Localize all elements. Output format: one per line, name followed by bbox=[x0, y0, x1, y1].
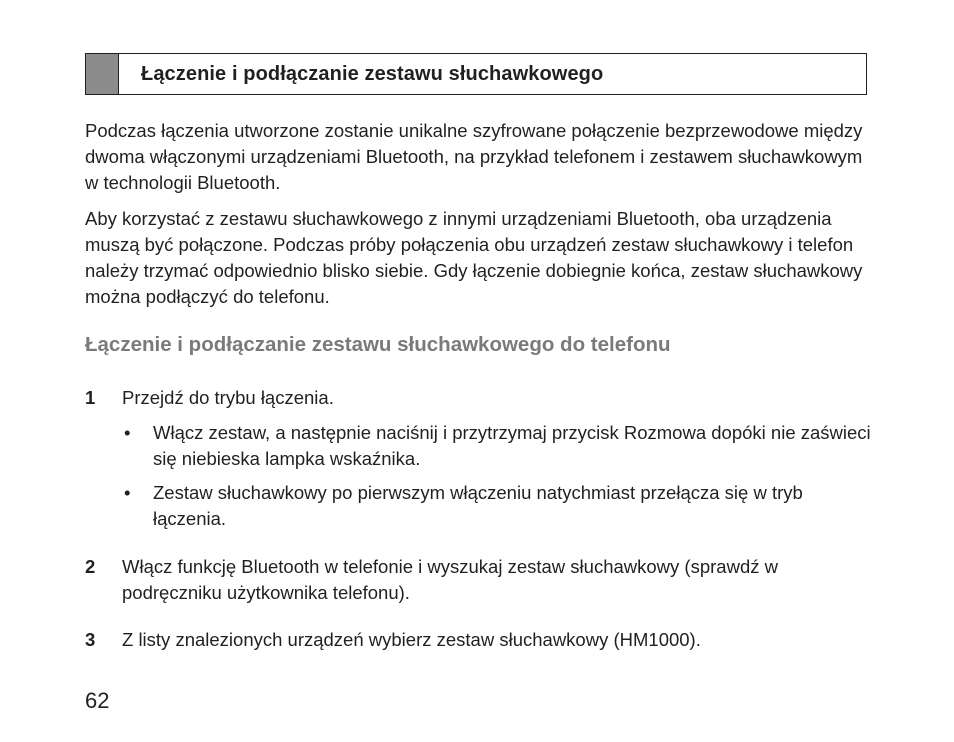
page-title: Łączenie i podłączanie zestawu słuchawkowego bbox=[141, 62, 604, 85]
step-number: 2 bbox=[85, 556, 96, 577]
intro-paragraph-2: Aby korzystać z zestawu słuchawkowego z innymi urządzeniami Bluetooth, oba urządzenia muszą być połączone. Podczas próby połączenia obu urządzeń zestaw słuchawkowy i telefon należy trzymać odpowiednio blisko siebie. Gdy łączenie dobiegnie końca, zestaw słuchawkowy można podłączyć do telefonu. bbox=[85, 208, 863, 307]
step-number: 3 bbox=[85, 629, 96, 650]
bullet-text: Włącz zestaw, a następnie naciśnij i przytrzymaj przycisk Rozmowa dopóki nie zaświeci się niebieska lampka wskaźnika. bbox=[153, 422, 871, 469]
step-text: Włącz funkcję Bluetooth w telefonie i wyszukaj zestaw słuchawkowy (sprawdź w podręczniku użytkownika telefonu). bbox=[122, 556, 778, 603]
step-number: 1 bbox=[85, 387, 96, 408]
section-header bbox=[85, 53, 867, 95]
step-text: Przejdź do trybu łączenia. bbox=[122, 387, 334, 408]
header-accent-bar bbox=[86, 54, 119, 94]
step-text: Z listy znalezionych urządzeń wybierz zestaw słuchawkowy (HM1000). bbox=[122, 629, 701, 650]
section-heading: Łączenie i podłączanie zestawu słuchawkowego do telefonu bbox=[85, 333, 671, 356]
bullet-marker: • bbox=[124, 482, 131, 503]
bullet-text: Zestaw słuchawkowy po pierwszym włączeniu natychmiast przełącza się w tryb łączenia. bbox=[153, 482, 803, 529]
bullet-marker: • bbox=[124, 422, 131, 443]
page-number: 62 bbox=[85, 688, 110, 713]
intro-paragraph-1: Podczas łączenia utworzone zostanie unikalne szyfrowane połączenie bezprzewodowe między dwoma włączonymi urządzeniami Bluetooth, na przykład telefonem i zestawem słuchawkowym w technologii Bluetooth. bbox=[85, 120, 863, 193]
